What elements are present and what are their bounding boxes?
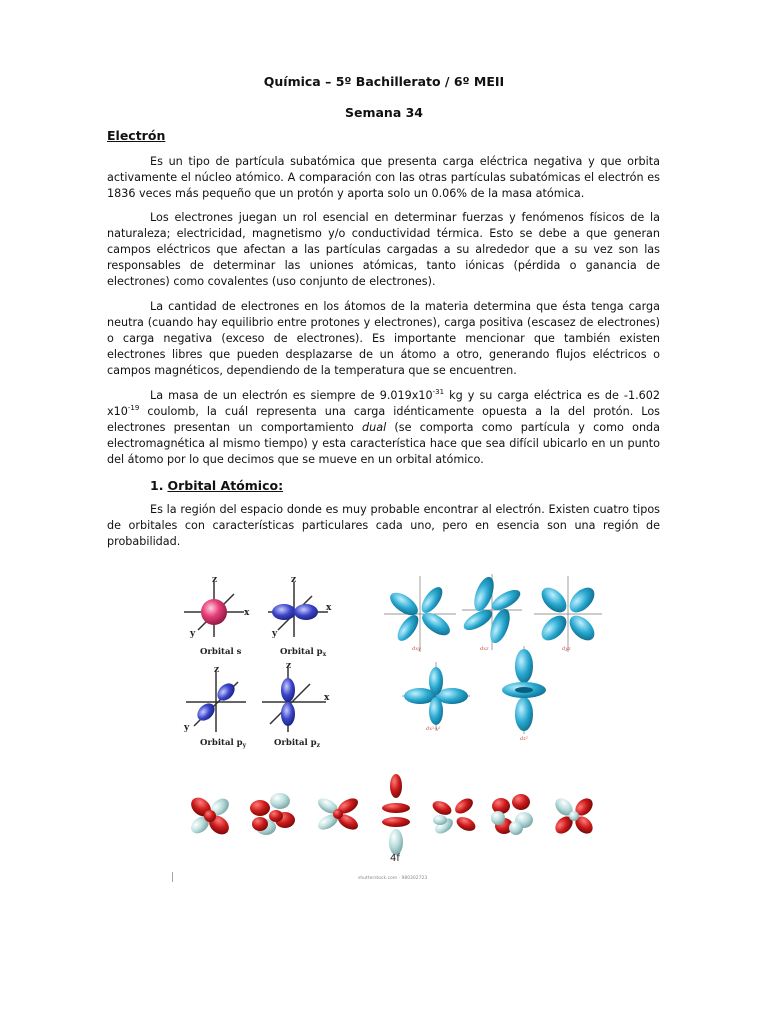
orbital-py-diagram bbox=[183, 665, 247, 749]
s-axis-z: z bbox=[212, 575, 218, 585]
p4-text-c: coulomb, la cuál representa una carga idénticamente opuesta a la del protón. Los electrones presentan un comportamiento bbox=[107, 405, 660, 434]
p4-emphasis: dual bbox=[362, 421, 387, 434]
subsection-number: 1. bbox=[150, 478, 164, 493]
pz-axis-z: z bbox=[286, 661, 292, 671]
orbital-s-diagram bbox=[184, 575, 250, 657]
p4-text-b: kg y su carga eléctrica es de -1.602 x10 bbox=[107, 389, 660, 418]
s-axis-x: x bbox=[244, 608, 250, 618]
p4-text-d: (se comporta como partícula y como onda electromagnética al mismo tiempo) y esta característica hace que sea difícil ubicarlo en un punto del átomo por lo que decimos que se mueve en un orbital atómico. bbox=[107, 421, 661, 466]
orbital-dxy-diagram bbox=[384, 576, 456, 652]
document-title: Química – 5º Bachillerato / 6º MEII bbox=[263, 74, 505, 89]
paragraph-3 bbox=[107, 299, 660, 379]
px-axis-y: y bbox=[272, 629, 278, 639]
f-orbitals-figure bbox=[172, 768, 608, 886]
paragraph-1-text: Es un tipo de partícula subatómica que presenta carga eléctrica negativa y que orbita activamente el núcleo atómico. A comparación con las otras partículas subatómicas el electrón es 1836 veces más pequeño que un protón y aporta solo un 0.06% de la masa atómica. bbox=[107, 155, 660, 200]
dyz-label: dyz bbox=[562, 646, 571, 652]
sp-orbitals-figure bbox=[176, 572, 336, 752]
paragraph-2 bbox=[107, 210, 660, 290]
s-axis-y: y bbox=[190, 629, 196, 639]
d-orbitals-figure bbox=[380, 572, 610, 752]
paragraph-3-text: La cantidad de electrones en los átomos de la materia determina que ésta tenga carga neutra (cuando hay equilibrio entre protones y electrones), carga positiva (escasez de electrones) o carga negativa (exceso de electrones). Es importante mencionar que también existen electrones libres que pueden desplazarse de un átomo a otro, generando flujos eléctricos o campos magnéticos, dependiendo de la temperatura que se encuentren. bbox=[107, 300, 660, 377]
orbital-px-diagram bbox=[268, 575, 332, 658]
orbital-dx2y2-diagram bbox=[402, 662, 470, 732]
orbital-pz-diagram bbox=[262, 661, 330, 749]
f-orbital-3 bbox=[315, 795, 360, 832]
paragraph-5-text: Es la región del espacio donde es muy probable encontrar al electrón. Existen cuatro tipos de orbitales con características particulares cada uno, pero en esencia son una región de probabilidad. bbox=[107, 503, 660, 548]
py-axis-z: z bbox=[214, 665, 220, 675]
f-orbital-1 bbox=[187, 794, 232, 838]
orbital-px-label: Orbital $p_x$ bbox=[280, 647, 327, 658]
dz2-label: dz² bbox=[520, 736, 528, 742]
px-axis-x: x bbox=[326, 603, 332, 613]
f-orbital-6 bbox=[491, 794, 533, 835]
paragraph-4 bbox=[107, 388, 660, 468]
orbital-dz2-diagram bbox=[502, 646, 546, 742]
f-orbital-5 bbox=[430, 795, 477, 836]
mass-exponent: -31 bbox=[432, 388, 445, 396]
dxy-label: dxy bbox=[412, 646, 421, 652]
dx2y2-label: dx²-y² bbox=[426, 726, 441, 732]
subsection-title-text: Orbital Atómico: bbox=[167, 478, 284, 493]
figure-watermark: shutterstock.com · 980302723 bbox=[358, 876, 428, 881]
orbital-py-label: Orbital $p_y$ bbox=[200, 738, 247, 749]
orbital-dxz-diagram bbox=[461, 574, 524, 652]
orbital-s-label: Orbital s bbox=[200, 647, 242, 657]
paragraph-1 bbox=[107, 154, 660, 202]
subsection-title bbox=[150, 478, 283, 493]
orbital-dyz-diagram bbox=[534, 576, 602, 652]
dxz-label: dxz bbox=[480, 646, 489, 652]
paragraph-5 bbox=[107, 502, 660, 550]
f-orbital-4 bbox=[382, 774, 410, 855]
pz-axis-x: x bbox=[324, 693, 330, 703]
px-axis-z: z bbox=[291, 575, 297, 585]
f-orbital-2 bbox=[250, 793, 295, 835]
section-title: Electrón bbox=[107, 128, 166, 143]
f-orbital-7 bbox=[552, 795, 596, 837]
f-orbital-label: 4f bbox=[390, 853, 400, 864]
py-axis-y: y bbox=[184, 723, 190, 733]
charge-exponent: -19 bbox=[127, 404, 140, 412]
p4-text-a: La masa de un electrón es siempre de 9.019x10 bbox=[150, 389, 433, 402]
orbital-pz-label: Orbital $p_z$ bbox=[274, 738, 321, 749]
week-heading: Semana 34 bbox=[344, 105, 424, 120]
paragraph-2-text: Los electrones juegan un rol esencial en determinar fuerzas y fenómenos físicos de la naturaleza; electricidad, magnetismo y/o conductividad térmica. Esto se debe a que generan campos eléctricos que afectan a las partículas cargadas a su alrededor que a su vez son las responsables de determinar las uniones atómicas, tanto iónicas (pérdida o ganancia de electrones) como covalentes (uso conjunto de electrones). bbox=[107, 211, 660, 288]
